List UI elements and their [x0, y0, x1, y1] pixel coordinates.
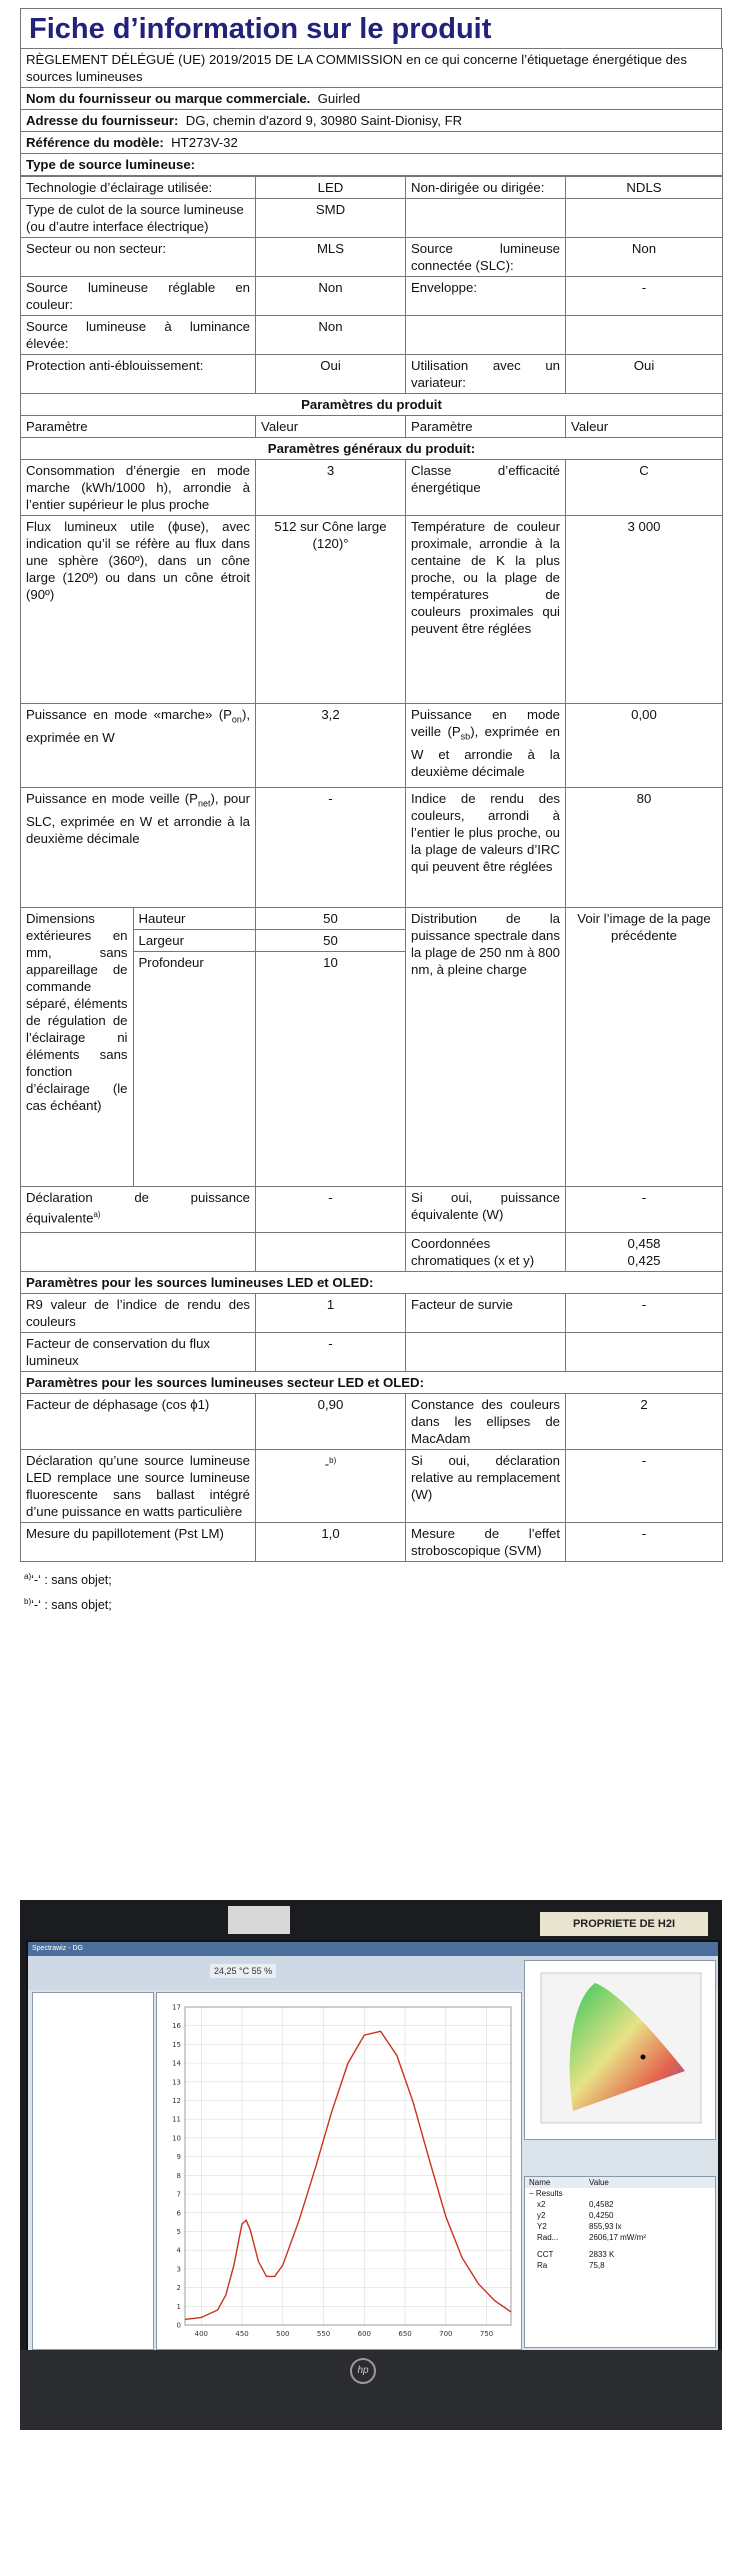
replace-w-value: - [566, 1450, 723, 1523]
type-label: Enveloppe: [406, 277, 566, 316]
window-title: Spectrawiz - DG [28, 1942, 718, 1956]
device-label-tag [228, 1906, 290, 1934]
class-label: Classe d’efficacité énergétique [406, 460, 566, 516]
y-tick-label: 7 [176, 2190, 181, 2199]
col-header-param2: Paramètre [406, 416, 566, 438]
energy-row [21, 460, 723, 516]
dimensions-values [256, 908, 406, 1187]
type-row [21, 277, 723, 316]
replace-w-label: Si oui, déclaration relative au remplacement (W) [406, 1450, 566, 1523]
footnote-a: $^{a)}$‘-‘ : sans objet; [24, 1572, 112, 1588]
result-row: Ra 75,8 [537, 2261, 605, 2270]
x-tick-label: 700 [439, 2330, 453, 2338]
chroma-row [21, 1233, 723, 1272]
result-row: Rad... 2606,17 mW/m² [537, 2233, 646, 2242]
y-tick-label: 1 [176, 2302, 181, 2311]
power-row [21, 704, 723, 788]
type-label [406, 199, 566, 238]
type-value: MLS [256, 238, 406, 277]
y-tick-label: 5 [176, 2227, 181, 2236]
r9-row [21, 1294, 723, 1333]
chromaticity-panel [524, 1960, 716, 2140]
type-value: Oui [256, 355, 406, 394]
supplier-value: Guirled [317, 91, 361, 106]
standby-row [21, 788, 723, 908]
column-headers [21, 416, 723, 438]
equiv-row [21, 1187, 723, 1233]
replace-row [21, 1450, 723, 1523]
energy-label: Consommation d’énergie en mode marche (kWh/1000 h), arrondie à l’entier supérieur le plus proche [21, 460, 256, 516]
type-label: Source lumineuse réglable en couleur: [21, 277, 256, 316]
led-params-header: Paramètres pour les sources lumineuses LED et OLED: [21, 1272, 723, 1294]
x-tick-label: 550 [316, 2330, 331, 2338]
laptop-screen [26, 1940, 720, 2354]
supplier-label: Nom du fournisseur ou marque commerciale. [26, 91, 311, 106]
type-label: Type de culot de la source lumineuse (ou d’autre interface électrique) [21, 199, 256, 238]
maint-label: Facteur de conservation du flux lumineux [21, 1333, 256, 1372]
type-label: Utilisation avec un variateur: [406, 355, 566, 394]
type-row [21, 355, 723, 394]
x-tick-label: 400 [194, 2330, 208, 2338]
empty-cell [256, 1233, 406, 1272]
result-row: x2 0,4582 [537, 2200, 614, 2209]
svm-value: - [566, 1523, 723, 1562]
y-tick-label: 3 [176, 2265, 181, 2274]
y-tick-label: 6 [176, 2209, 181, 2218]
type-value [566, 316, 723, 355]
pf-value: 0,90 [256, 1394, 406, 1450]
svm-label: Mesure de l’effet stroboscopique (SVM) [406, 1523, 566, 1562]
y-tick-label: 10 [172, 2134, 181, 2143]
type-label: Source lumineuse à luminance élevée: [21, 316, 256, 355]
maint-row [21, 1333, 723, 1372]
maint-value: - [256, 1333, 406, 1372]
address-value: DG, chemin d'azord 9, 30980 Saint-Dionisy, FR [185, 113, 463, 128]
type-label: Technologie d’éclairage utilisée: [21, 177, 256, 199]
x-tick-label: 450 [235, 2330, 249, 2338]
psb-label: Puissance en mode veille $(P_{sb})$, exprimée en W et arrondie à la deuxième décimale [406, 704, 566, 788]
type-table [20, 176, 723, 1562]
x-tick-label: 750 [479, 2330, 494, 2338]
pnet-label: Puissance en mode veille $(P_{net})$, pour SLC, exprimée en W et arrondie à la deuxième décimale [21, 788, 256, 908]
type-row [21, 316, 723, 355]
hp-logo: hp [350, 2358, 376, 2384]
x-tick-label: 500 [276, 2330, 290, 2338]
model-value: HT273V-32 [171, 135, 238, 150]
type-value: NDLS [566, 177, 723, 199]
regulation-text: RÈGLEMENT DÉLÉGUÉ (UE) 2019/2015 DE LA COMMISSION en ce qui concerne l’étiquetage énergétique des sources lumineuses [21, 49, 723, 88]
pon-label: Puissance en mode «marche» $(P_{on})$, exprimée en W [21, 704, 256, 788]
general-params-header: Paramètres généraux du produit: [21, 438, 723, 460]
spd-label: Distribution de la puissance spectrale dans la plage de 250 nm à 800 nm, à pleine charge [406, 908, 566, 1187]
info-table [20, 48, 723, 176]
address-row [21, 110, 723, 132]
y-tick-label: 2 [176, 2284, 181, 2293]
empty-cell [566, 1333, 723, 1372]
dim-name: Largeur [133, 930, 255, 952]
dim-name: Hauteur [133, 908, 255, 930]
dimensions-cell [21, 908, 256, 1187]
result-row: CCT 2833 K [537, 2250, 615, 2259]
dim-value: 10 [323, 955, 338, 970]
dimensions-row [21, 908, 723, 1187]
address-label: Adresse du fournisseur: [26, 113, 179, 128]
pf-label: Facteur de déphasage (cos ϕ1) [21, 1394, 256, 1450]
dim-value: 50 [256, 930, 405, 952]
macadam-label: Constance des couleurs dans les ellipses de MacAdam [406, 1394, 566, 1450]
results-header: Name Value [525, 2177, 715, 2188]
replace-value: -$^{b)}$ [256, 1450, 406, 1523]
col-header-value2: Valeur [566, 416, 723, 438]
type-row [21, 199, 723, 238]
flicker-row [21, 1523, 723, 1562]
energy-value: 3 [256, 460, 406, 516]
flux-row [21, 516, 723, 704]
col-header-value: Valeur [256, 416, 406, 438]
product-information-sheet [20, 8, 722, 1616]
flicker-label: Mesure du papillotement (Pst LM) [21, 1523, 256, 1562]
y-tick-label: 9 [176, 2153, 181, 2162]
y-tick-label: 15 [172, 2040, 181, 2049]
plot-frame [185, 2007, 511, 2325]
page-title: Fiche d’information sur le produit [20, 8, 722, 48]
spectrum-chart [157, 1993, 521, 2349]
model-row [21, 132, 723, 154]
equiv-value: - [256, 1187, 406, 1233]
y-tick-label: 17 [172, 2003, 181, 2012]
flux-value: 512 sur Cône large (120)° [256, 516, 406, 704]
y-tick-label: 16 [172, 2022, 181, 2031]
survival-value: - [566, 1294, 723, 1333]
dim-value: 50 [256, 908, 405, 930]
type-label [406, 316, 566, 355]
survival-label: Facteur de survie [406, 1294, 566, 1333]
empty-cell [406, 1333, 566, 1372]
cri-label: Indice de rendu des couleurs, arrondi à l’entier le plus proche, ou la plage de valeurs d’IRC qui peuvent être réglées [406, 788, 566, 908]
equiv-w-value: - [566, 1187, 723, 1233]
r9-value: 1 [256, 1294, 406, 1333]
type-label: Source lumineuse connectée (SLC): [406, 238, 566, 277]
type-value: - [566, 277, 723, 316]
y-tick-label: 11 [172, 2115, 181, 2124]
type-value: LED [256, 177, 406, 199]
empty-cell [21, 1233, 256, 1272]
pnet-value: - [256, 788, 406, 908]
type-label: Protection anti-éblouissement: [21, 355, 256, 394]
temperature-readout: 24,25 °C 55 % [210, 1964, 276, 1978]
cri-value: 80 [566, 788, 723, 908]
model-label: Référence du modèle: [26, 135, 164, 150]
macadam-value: 2 [566, 1394, 723, 1450]
r9-label: R9 valeur de l’indice de rendu des couleurs [21, 1294, 256, 1333]
flux-label: Flux lumineux utile (ϕuse), avec indication qu’il se réfère au flux dans une sphère (360º), dans un cône large (120º) ou dans un cône étroit (90º) [21, 516, 256, 704]
type-row [21, 177, 723, 199]
y-tick-label: 14 [172, 2059, 181, 2068]
y-tick-label: 13 [172, 2078, 181, 2087]
cct-label: Température de couleur proximale, arrondie à la centaine de K la plus proche, ou la plage de températures de couleurs proximales qui peuvent être réglées [406, 516, 566, 704]
cct-value: 3 000 [566, 516, 723, 704]
type-row [21, 238, 723, 277]
dimensions-label: Dimensions extérieures en mm, sans appareillage de commande séparé, éléments de régulation de l’éclairage ni éléments sans fonction d’éclairage (le cas échéant) [21, 908, 133, 1186]
footnote-b: $^{b)}$‘-‘ : sans objet; [24, 1597, 112, 1613]
chroma-label: Coordonnées chromatiques (x et y) [406, 1233, 566, 1272]
y-tick-label: 0 [176, 2321, 181, 2330]
equiv-label: Déclaration de puissance équivalente$^{a)}$ [21, 1187, 256, 1233]
type-value: Oui [566, 355, 723, 394]
cie-diagram [525, 1961, 715, 2139]
col-header-param: Paramètre [21, 416, 256, 438]
result-row: Y2 855,93 lx [537, 2222, 622, 2231]
x-tick-label: 600 [357, 2330, 371, 2338]
type-value [566, 199, 723, 238]
psb-value: 0,00 [566, 704, 723, 788]
dimensions-subtable [21, 908, 255, 1186]
mains-params-header: Paramètres pour les sources lumineuses secteur LED et OLED: [21, 1372, 723, 1394]
type-label: Non-dirigée ou dirigée: [406, 177, 566, 199]
class-value: C [566, 460, 723, 516]
results-panel [524, 2176, 716, 2348]
footnotes [20, 1566, 722, 1616]
spectrum-photo [20, 1900, 722, 2430]
equiv-w-label: Si oui, puissance équivalente (W) [406, 1187, 566, 1233]
type-value: Non [566, 238, 723, 277]
results-group: − Results [529, 2189, 563, 2198]
y-tick-label: 8 [176, 2171, 181, 2180]
ownership-sticker: PROPRIETE DE H2I [540, 1912, 708, 1936]
type-value: SMD [256, 199, 406, 238]
pf-row [21, 1394, 723, 1450]
result-row: y2 0,4250 [537, 2211, 614, 2220]
type-value: Non [256, 277, 406, 316]
measurement-list-panel [32, 1992, 154, 2350]
x-tick-label: 650 [398, 2330, 412, 2338]
supplier-row [21, 88, 723, 110]
spectrum-graph-panel [156, 1992, 522, 2350]
chroma-values: 0,458 0,425 [566, 1233, 723, 1272]
pon-value: 3,2 [256, 704, 406, 788]
replace-label: Déclaration qu’une source lumineuse LED remplace une source lumineuse fluorescente sans ballast intégré d’une puissance en watts particulière [21, 1450, 256, 1523]
type-label: Secteur ou non secteur: [21, 238, 256, 277]
product-params-header: Paramètres du produit [21, 394, 723, 416]
type-value: Non [256, 316, 406, 355]
y-tick-label: 12 [172, 2097, 181, 2106]
spd-value: Voir l’image de la page précédente [566, 908, 723, 1187]
y-tick-label: 4 [176, 2246, 181, 2255]
dim-name: Profondeur [138, 955, 204, 970]
source-type-header: Type de source lumineuse: [21, 154, 723, 176]
flicker-value: 1,0 [256, 1523, 406, 1562]
